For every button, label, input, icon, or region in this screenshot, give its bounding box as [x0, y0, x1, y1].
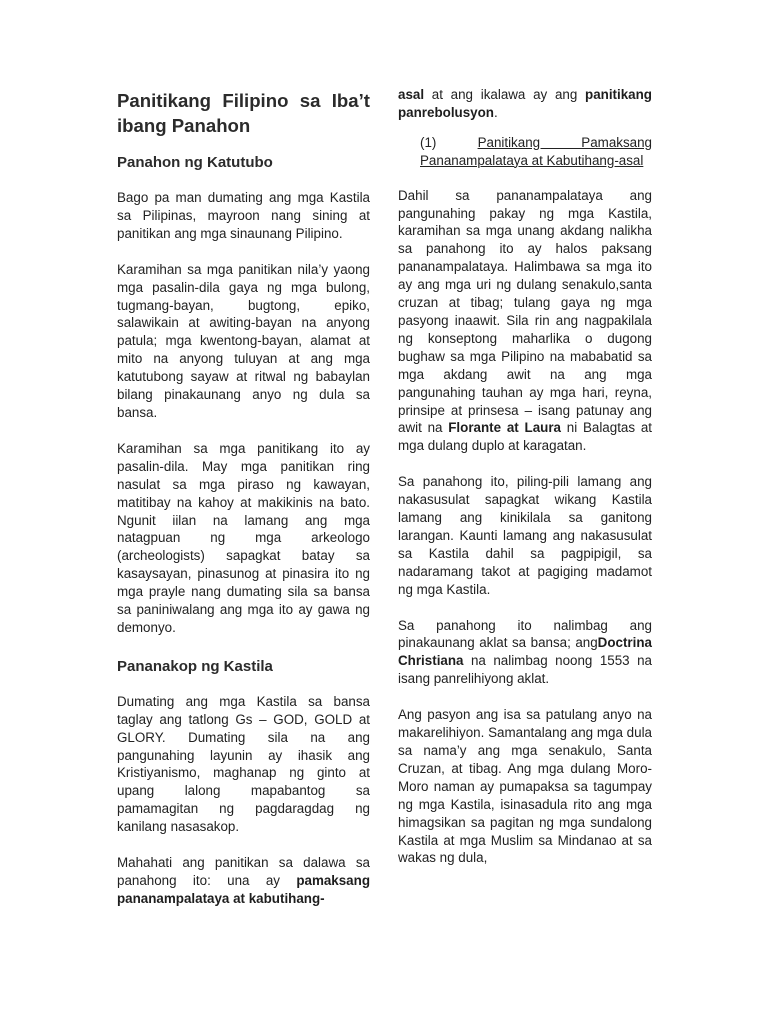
paragraph: Sa panahong ito, piling-pili lamang ang nakasusulat sapagkat wikang Kastila lamang ang kinikilala sa ganitong larangan. Kaunti lamang ang nakasusulat sa Kastila dahil sa pagpipigil, sa nadaramang takot at pagiging madamot ng mga Kastila. — [398, 474, 652, 597]
underlined-heading: Panitikang Pamaksang Pananampalataya at Kabutihang-asal — [420, 134, 652, 168]
numbered-subheading — [420, 134, 652, 170]
paragraph: Karamihan sa mga panitikang ito ay pasalin-dila. May mga panitikan ring nasulat sa mga piraso ng kawayan, matitibay na kahoy at makikinis na bato. Ngunit iilan na lamang ang mga natagpuan ng mga arkeologo (archeologists) sapagkat batay sa kasaysayan, pinasunog at pinasira ito ng mga prayle nang dumating sila sa bansa sa paniniwalang ang mga ito ay gawa ng demonyo. — [117, 440, 370, 635]
bold-text: asal — [398, 87, 425, 102]
paragraph: Bago pa man dumating ang mga Kastila sa Pilipinas, mayroon nang sining at panitikan ang mga sinaunang Pilipino. — [117, 190, 370, 241]
paragraph: Dumating ang mga Kastila sa bansa taglay ang tatlong Gs – GOD, GOLD at GLORY. Dumating sila na ang pangunahing layunin ay ihasik ang Kristiyanismo, maghanap ng ginto at upang lalong mapabantog sa pamamagitan ng pagdaragdag ng kanilang nasasakop. — [117, 693, 370, 835]
text-run: na nalimbag noong 1553 na isang panrelihiyong aklat. — [398, 653, 652, 687]
paragraph — [398, 617, 652, 689]
list-number: (1) — [420, 134, 478, 150]
bold-text: panitikang panrebolusyon — [398, 87, 652, 120]
bold-text: Doctrina Christiana — [398, 635, 652, 669]
paragraph — [398, 187, 652, 456]
text-run: ni Balagtas at mga dulang duplo at karagatan. — [398, 420, 652, 454]
section-heading-katutubo: Panahon ng Katutubo — [117, 154, 273, 171]
document-title: Panitikang Filipino sa Iba’t ibang Panahon — [117, 90, 370, 136]
paragraph: Karamihan sa mga panitikan nila’y yaong mga pasalin-dila gaya ng mga bulong, tugmang-bayan, bugtong, epiko, salawikain at awiting-bayan na anyong patula; mga kwentong-bayan, alamat at mito na anyong tuluyan at ang mga katutubong sayaw at ritwal ng babaylan bilang pinakaunang anyo ng dula sa bansa. — [117, 261, 370, 420]
paragraph: Ang pasyon ang isa sa patulang anyo na makarelihiyon. Samantalang ang mga dula sa nama’y ang mga senakulo, Santa Cruzan, at tibag. Ang mga dulang Moro-Moro naman ay pumapaksa sa tagumpay ng mga Kastila, isinasadula rito ang mga himagsikan sa pagitan ng mga sundalong Kastila at mga Muslim sa Mindanao at sa wakas ng dula, — [398, 707, 652, 866]
text-run: Dahil sa pananampalataya ang pangunahing pakay ng mga Kastila, karamihan sa mga unang akdang nalikha sa panahong ito ay halos paksang pananampalataya. Halimbawa sa mga ito ay ang mga uri ng dulang senakulo,santa cruzan at tibag; tulang gaya ng mga pasyong inaawit. Sila rin ang nagpakilala ng konseptong maharlika o dugong bughaw sa mga Pilipino na mababatid sa mga akdang awit na ang mga pangunahing tauhan ay mga hari, reyna, prinsipe at prinsesa – isang patunay ang awit na — [398, 187, 652, 436]
text-run: Mahahati ang panitikan sa dalawa sa panahong ito: una ay — [117, 855, 370, 888]
left-column — [117, 86, 370, 908]
bold-text: pamaksang pananampalataya at kabutihang- — [117, 873, 370, 906]
text-run: Sa panahong ito nalimbag ang pinakaunang aklat sa bansa; ang — [398, 617, 652, 651]
bold-text: Florante at Laura — [448, 420, 561, 436]
right-column — [398, 86, 652, 867]
section-heading-kastila: Pananakop ng Kastila — [117, 657, 273, 675]
paragraph — [117, 854, 370, 908]
text-run: at ang ikalawa ay ang — [424, 87, 586, 102]
text-run: . — [493, 104, 498, 120]
paragraph-continuation — [398, 86, 652, 122]
